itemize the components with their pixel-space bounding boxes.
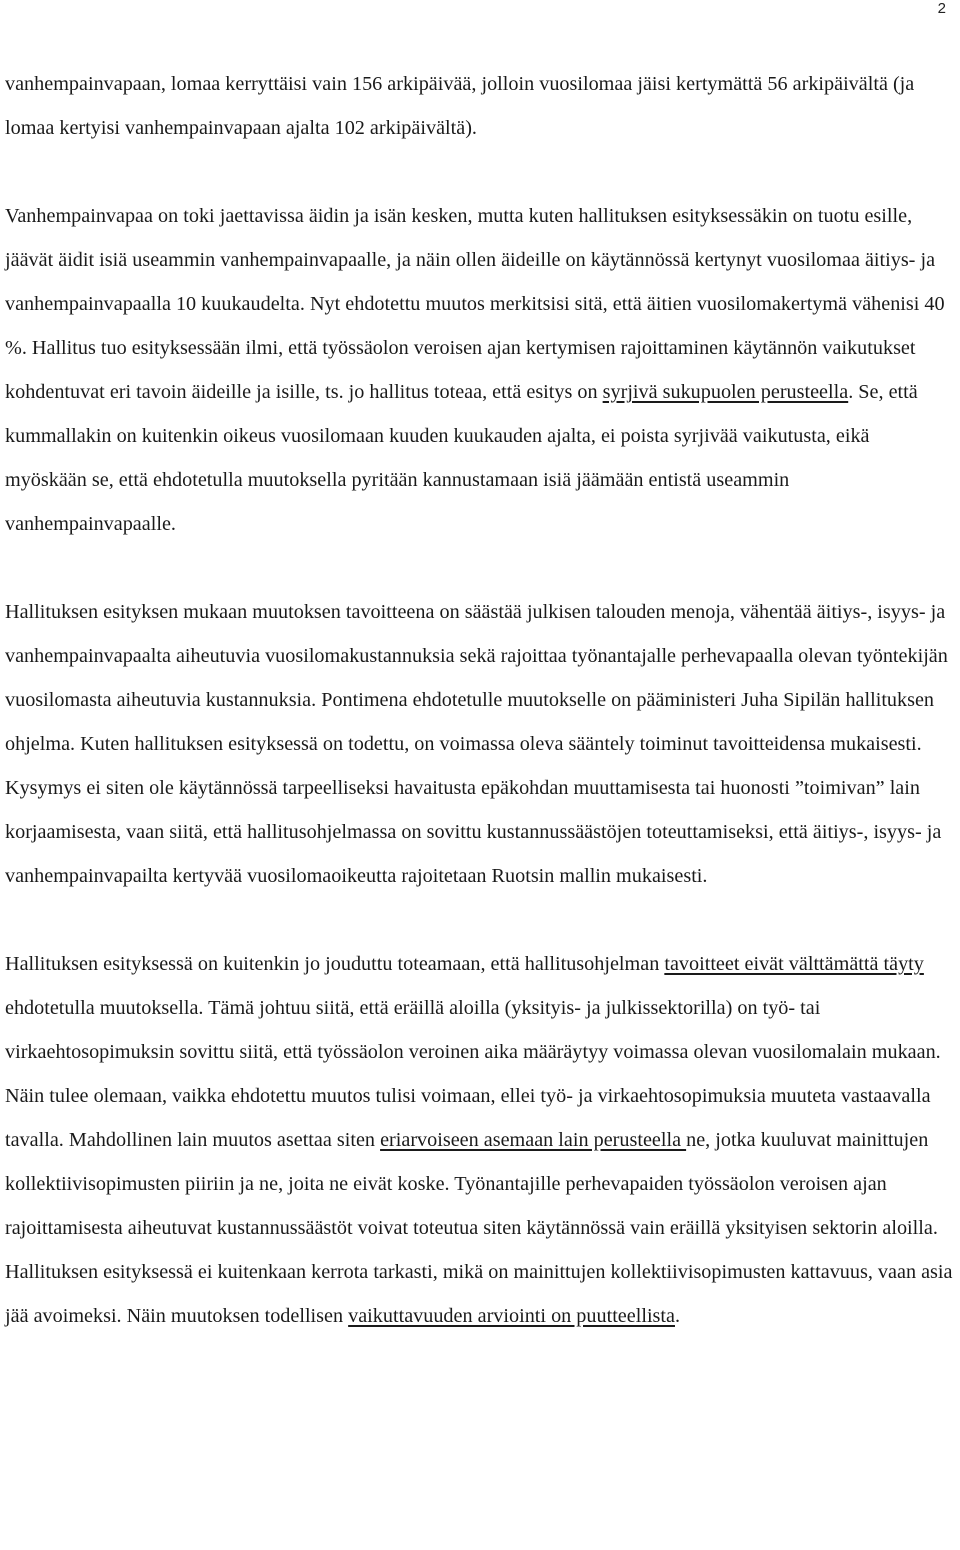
text-segment: Hallituksen esityksen mukaan muutoksen tavoitteena on säästää julkisen talouden menoja, vähentää äitiys-, isyys- ja vanhempainvapaalta aiheutuvia vuosilomakustannuksia sekä rajoittaa työnantajalle perhevapaalla olevan työntekijän vuosilomasta aiheutuvia kustannuksia. Pontimena ehdotetulle muutokselle on pääministeri Juha Sipilän hallituksen ohjelma. Kuten hallituksen esityksessä on todettu, on voimassa oleva sääntely toiminut tavoitteidensa mukaisesti. Kysymys ei siten ole käytännössä tarpeelliseksi havaitusta epäkohdan muuttamisesta tai huonosti ”toimivan” lain korjaamisesta, vaan siitä, että hallitusohjelmassa on sovittu kustannussäästöjen toteuttamiseksi, että äitiys-, isyys- ja vanhempainvapailta kertyvää vuosilomaoikeutta rajoitetaan Ruotsin mallin mukaisesti.: [5, 601, 948, 887]
text-segment: ehdotetulla muutoksella. Tämä johtuu siitä, että eräillä aloilla (yksityis- ja julkissektorilla) on työ- tai virkaehtosopimuksin sovittu siitä, että työssäolon veroinen aika määräytyy voimassa olevan vuosilomalain mukaan. Näin tulee olemaan, vaikka ehdotettu muutos tulisi voimaan, ellei työ- ja virkaehtosopimuksia muuteta vastaavalla tavalla. Mahdollinen lain muutos asettaa siten: [5, 997, 941, 1151]
text-segment: Hallituksen esityksessä on kuitenkin jo jouduttu toteamaan, että hallitusohjelman: [5, 953, 665, 975]
text-segment: .: [674, 1305, 681, 1327]
text-segment: ne, jotka kuuluvat mainittujen kollektiivisopimusten piiriin ja ne, joita ne eivät koske. Työnantajille perhevapaiden työssäolon veroisen ajan rajoittamisesta aiheutuvat kustannussäästöt voivat toteutua siten käytännössä vain eräillä yksityisen sektorin aloilla. Hallituksen esityksessä ei kuitenkaan kerrota tarkasti, mikä on mainittujen kollektiivisopimusten kattavuus, vaan asia jää avoimeksi. Näin muutoksen todellisen: [5, 1129, 953, 1327]
text-segment: vanhempainvapaan, lomaa kerryttäisi vain 156 arkipäivää, jolloin vuosilomaa jäisi kertymättä 56 arkipäivältä (ja lomaa kertyisi vanhempainvapaan ajalta 102 arkipäivältä).: [5, 73, 915, 139]
paragraph-2: [5, 194, 955, 546]
paragraph-1: [5, 62, 955, 150]
document-body: [5, 62, 955, 1338]
underlined-text: eriarvoiseen asemaan lain perusteella: [380, 1129, 687, 1151]
underlined-text: vaikuttavuuden arviointi on puutteellista: [348, 1305, 675, 1327]
paragraph-3: [5, 590, 955, 898]
text-segment: . Se, että kummallakin on kuitenkin oikeus vuosilomaan kuuden kuukauden ajalta, ei poista syrjivää vaikutusta, eikä myöskään se, että ehdotetulla muutoksella pyritään kannustamaan isiä jäämään entistä useammin vanhempainvapaalle.: [5, 381, 918, 535]
paragraph-4: [5, 942, 955, 1338]
underlined-text: tavoitteet eivät välttämättä täyty: [664, 953, 924, 975]
underlined-text: syrjivä sukupuolen perusteella: [602, 381, 849, 403]
text-segment: Vanhempainvapaa on toki jaettavissa äidin ja isän kesken, mutta kuten hallituksen esityksessäkin on tuotu esille, jäävät äidit isiä useammin vanhempainvapaalle, ja näin ollen äideille on käytännössä kertynyt vuosilomaa äitiys- ja vanhempainvapaalla 10 kuukaudelta. Nyt ehdotettu muutos merkitsisi sitä, että äitien vuosilomakertymä vähenisi 40 %. Hallitus tuo esityksessään ilmi, että työssäolon veroisen ajan kertymisen rajoittaminen käytännön vaikutukset kohdentuvat eri tavoin äideille ja isille, ts. jo hallitus toteaa, että esitys on: [5, 205, 945, 403]
page-number: 2: [937, 0, 946, 17]
